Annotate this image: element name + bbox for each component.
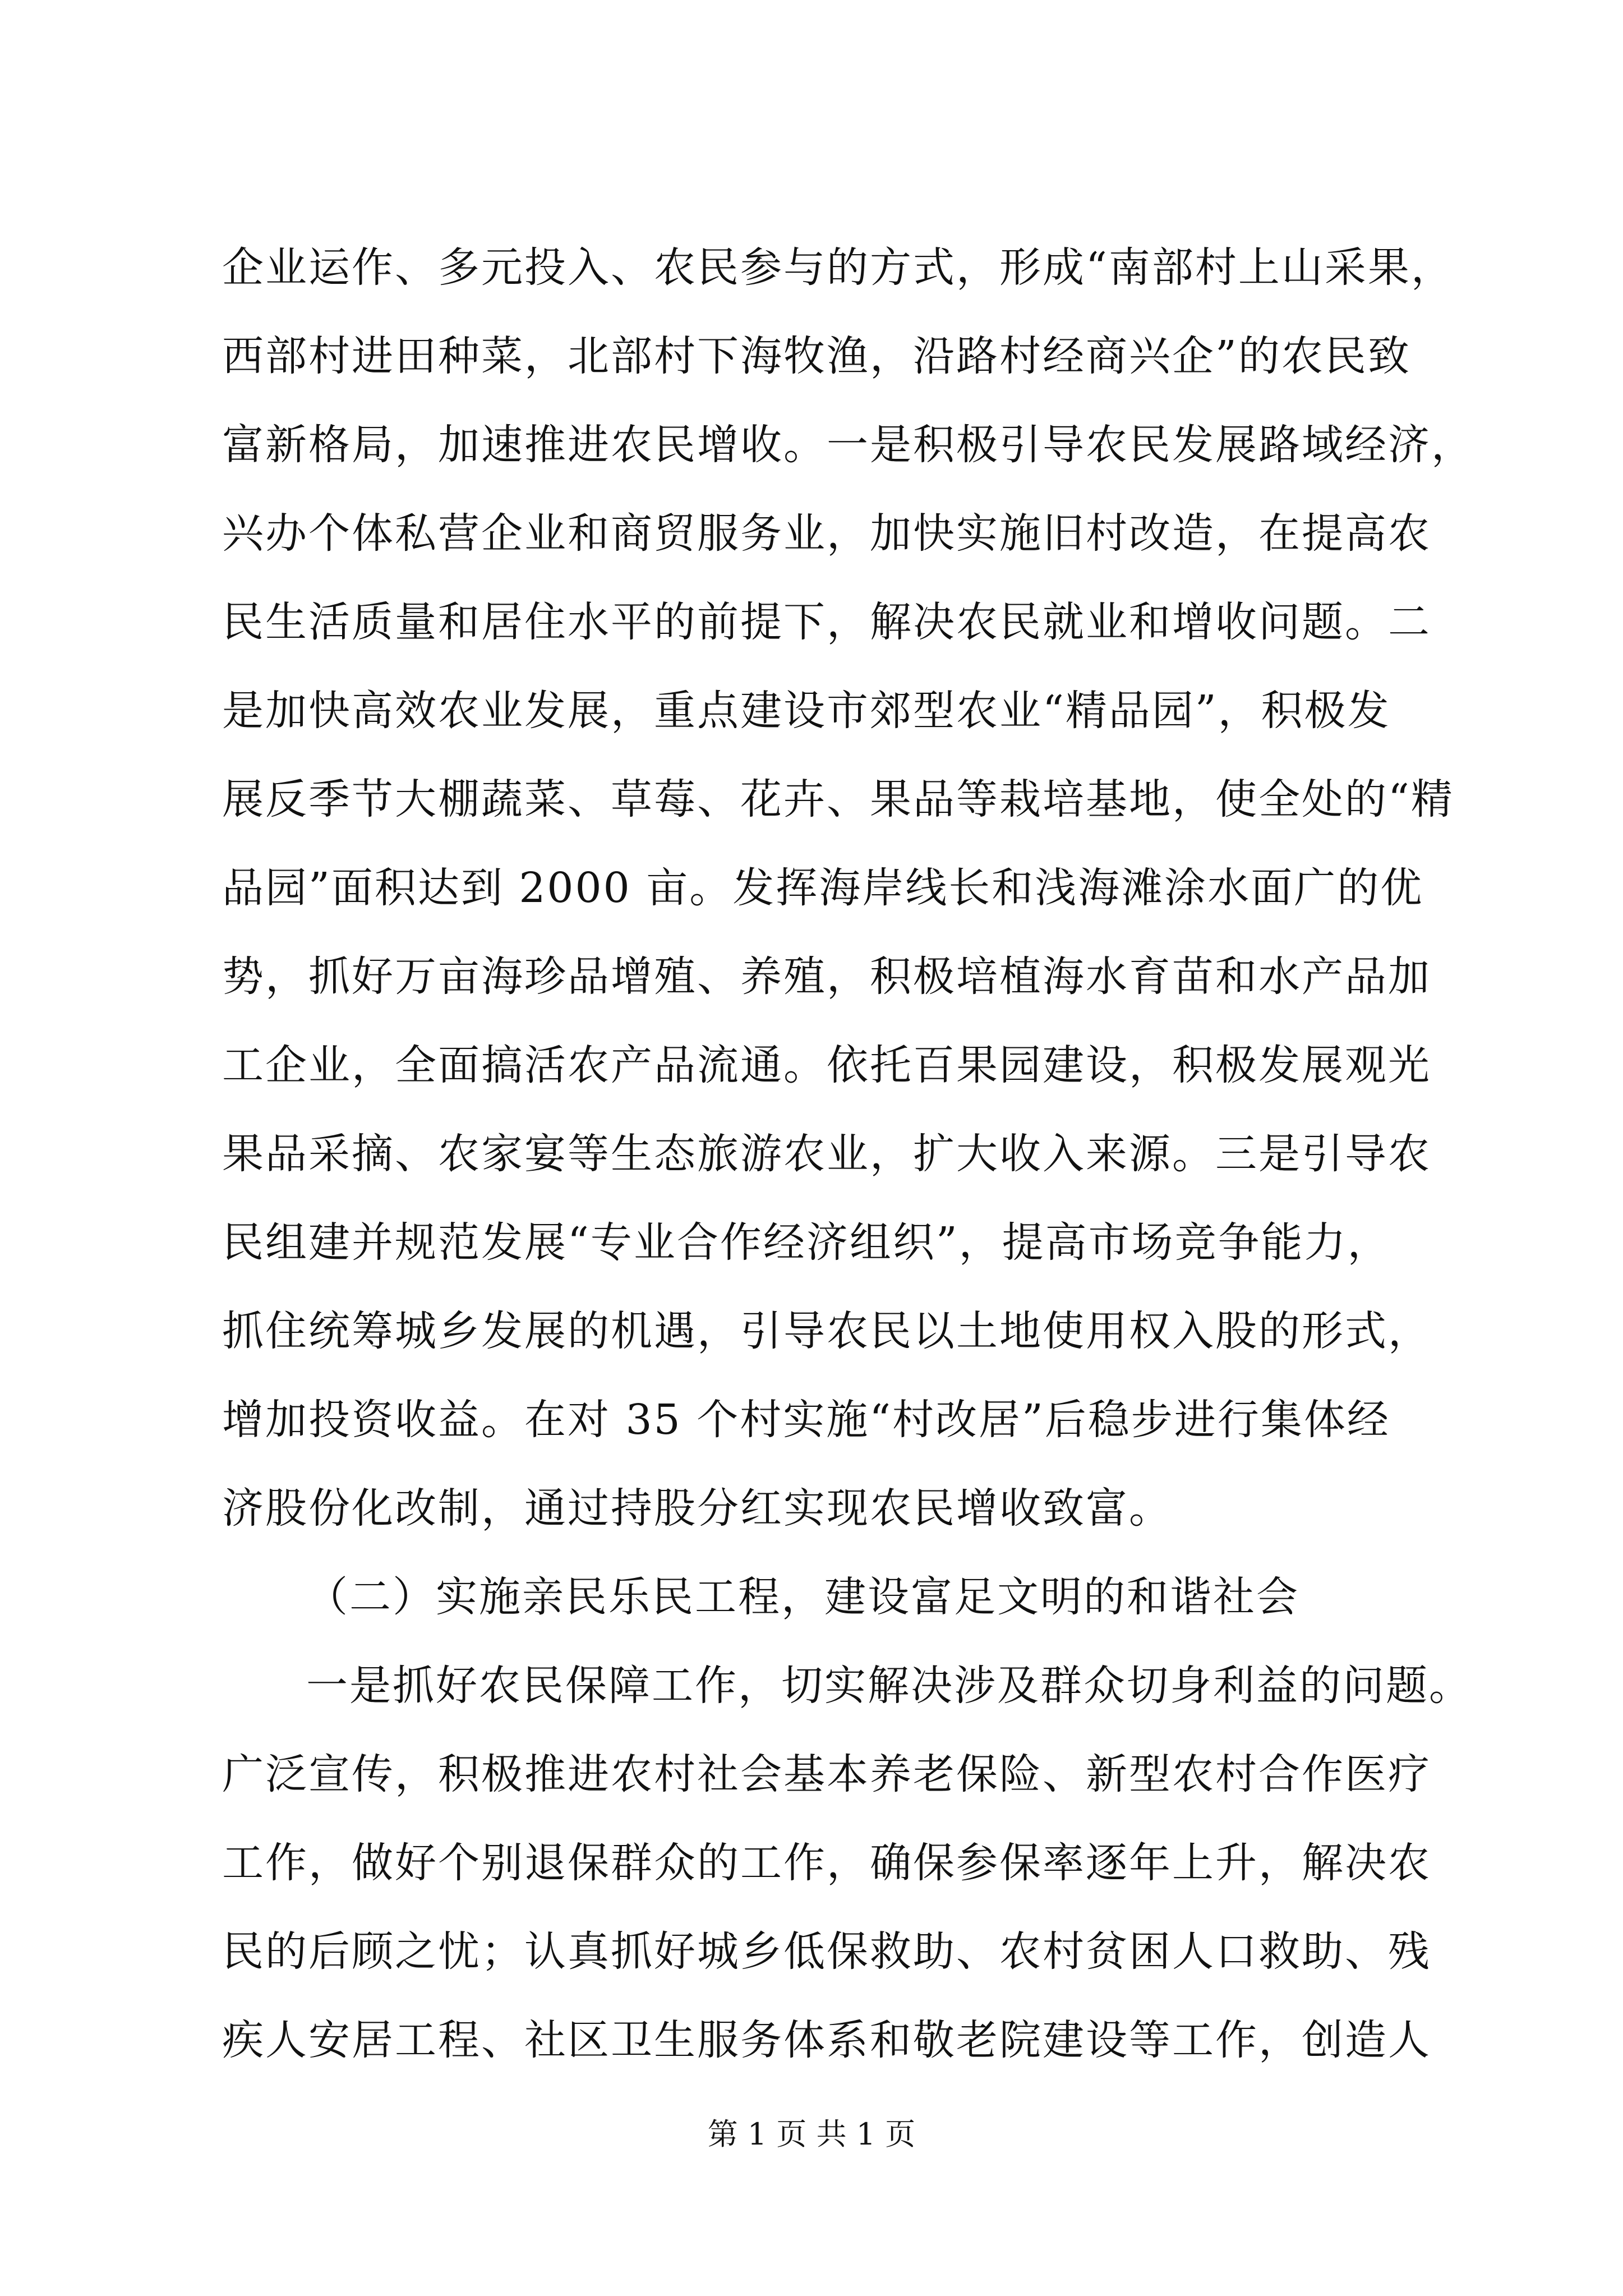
paragraph-line: 民生活质量和居住水平的前提下，解决农民就业和增收问题。二	[222, 598, 1431, 646]
paragraph-line: 企业运作、多元投入、农民参与的方式，形成“南部村上山采果，	[222, 243, 1454, 292]
paragraph-line: 增加投资收益。在对 35 个村实施“村改居”后稳步进行集体经	[222, 1396, 1390, 1444]
paragraph-line: 广泛宣传，积极推进农村社会基本养老保险、新型农村合作医疗	[222, 1750, 1431, 1798]
paragraph-line: 工企业，全面搞活农产品流通。依托百果园建设，积极发展观光	[222, 1041, 1431, 1089]
paragraph-line: 济股份化改制，通过持股分红实现农民增收致富。	[222, 1484, 1172, 1533]
section-heading: （二）实施亲民乐民工程，建设富足文明的和谐社会	[306, 1573, 1299, 1621]
paragraph-line: 民组建并规范发展“专业合作经济组织”，提高市场竞争能力，	[222, 1218, 1391, 1267]
paragraph-line: 兴办个体私营企业和商贸服务业，加快实施旧村改造，在提高农	[222, 509, 1431, 558]
paragraph-line: 势，抓好万亩海珍品增殖、养殖，积极培植海水育苗和水产品加	[222, 953, 1431, 1001]
paragraph-line: 民的后顾之忧；认真抓好城乡低保救助、农村贫困人口救助、残	[222, 1927, 1431, 1976]
paragraph-line: 西部村进田种菜，北部村下海牧渔，沿路村经商兴企”的农民致	[222, 332, 1411, 380]
page-footer: 第 1 页 共 1 页	[707, 2116, 916, 2152]
paragraph-line: 一是抓好农民保障工作，切实解决涉及群众切身利益的问题。	[306, 1662, 1472, 1710]
paragraph-line: 工作，做好个别退保群众的工作，确保参保率逐年上升，解决农	[222, 1839, 1431, 1887]
paragraph-line: 疾人安居工程、社区卫生服务体系和敬老院建设等工作，创造人	[222, 2016, 1431, 2064]
paragraph-line: 富新格局，加速推进农民增收。一是积极引导农民发展路域经济，	[222, 421, 1474, 469]
paragraph-line: 是加快高效农业发展，重点建设市郊型农业“精品园”，积极发	[222, 687, 1391, 735]
paragraph-line: 果品采摘、农家宴等生态旅游农业，扩大收入来源。三是引导农	[222, 1130, 1431, 1178]
body-text	[222, 223, 1474, 2085]
paragraph-line: 展反季节大棚蔬菜、草莓、花卉、果品等栽培基地，使全处的“精	[222, 775, 1454, 823]
paragraph-line: 品园”面积达到 2000 亩。发挥海岸线长和浅海滩涂水面广的优	[222, 864, 1424, 912]
paragraph-line: 抓住统筹城乡发展的机遇，引导农民以土地使用权入股的形式，	[222, 1307, 1431, 1355]
